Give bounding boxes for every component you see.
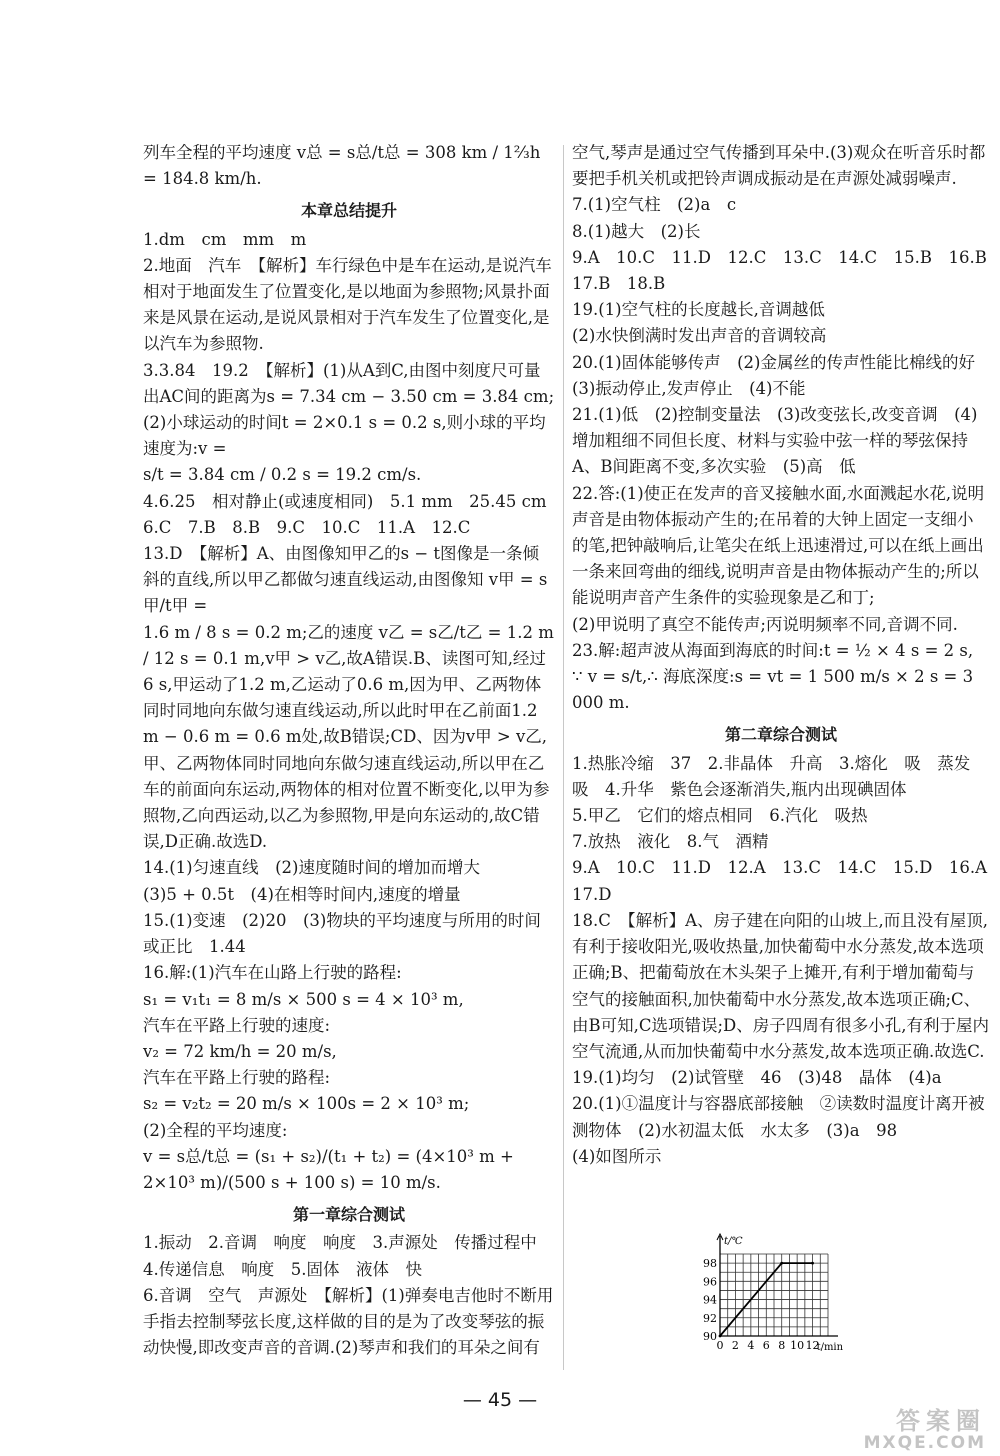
answer-paragraph: 15.(1)变速 (2)20 (3)物块的平均速度与所用的时间或正比 1.44: [143, 910, 541, 957]
right-column: [572, 140, 990, 1170]
answer-paragraph: 17.D: [572, 884, 612, 904]
answer-paragraph: s₁ = v₁t₁ = 8 m/s × 500 s = 4 × 10³ m,: [143, 989, 464, 1009]
page-number: — 45 —: [462, 1389, 538, 1411]
x-tick-label: 10: [790, 1339, 805, 1352]
answer-paragraph: 汽车在平路上行驶的速度:: [143, 1015, 331, 1035]
y-tick-label: 94: [703, 1293, 717, 1307]
answer-paragraph: 13.D 【解析】A、由图像知甲乙的s − t图像是一条倾斜的直线,所以甲乙都做匀速直线运动,由图像知 v甲 = s甲/t甲 =: [143, 544, 548, 616]
answer-paragraph: 2.地面 汽车 【解析】车行绿色中是车在运动,是说汽车相对于地面发生了位置变化,是以地面为参照物;风景扑面来是风景在运动,是说风景相对于汽车发生了位置变化,是以汽车为参照物.: [143, 255, 552, 354]
answer-paragraph: 1.热胀冷缩 37 2.非晶体 升高 3.熔化 吸 蒸发 吸 4.升华 紫色会逐渐消失,瓶内出现碘固体: [572, 753, 987, 799]
x-tick-label: 12: [805, 1339, 820, 1352]
answer-paragraph: 23.解:超声波从海面到海底的时间:t = ½ × 4 s = 2 s,: [572, 640, 974, 660]
x-tick-label: 4: [747, 1339, 755, 1352]
answer-paragraph: 1.6 m / 8 s = 0.2 m;乙的速度 v乙 = s乙/t乙 = 1.2 m / 12 s = 0.1 m,v甲 > v乙,故A错误.B、读图可知,经过6 s,甲运动了1.2 m,乙运动了0.6 m,因为甲、乙两物体同时同地向东做匀速直线运动,所以此时甲在乙前面1.2 m − 0.6 m = 0.6 m处,故B错误;CD、因为v甲 > v乙,甲、乙两物体同时同地向东做匀速直线运动,所以甲在乙车的前面向东运动,两物体的相对位置不断变化,以甲为参照物,乙向西运动,以乙为参照物,甲是向东运动的,故C错误,D正确.故选D.: [143, 622, 554, 852]
answer-paragraph: 7.放热 液化 8.气 酒精: [572, 832, 769, 852]
answer-paragraph: 19.(1)空气柱的长度越长,音调越低: [572, 300, 825, 320]
answer-paragraph: 22.答:(1)使正在发声的音叉接触水面,水面溅起水花,说明声音是由物体振动产生的;在吊着的大钟上固定一支细小的笔,把钟敲响后,让笔尖在纸上迅速滑过,可以在纸上画出一条来回弯曲的细线,说明声音是由物体振动产生的;所以能说明声音产生条件的实验现象是乙和丁;: [572, 483, 985, 608]
x-tick-label: 2: [731, 1339, 739, 1352]
data-point: [811, 1262, 814, 1265]
section-title: 第一章综合测试: [292, 1205, 405, 1225]
answer-paragraph: 20.(1)固体能够传声 (2)金属丝的传声性能比棉线的好 (3)振动停止,发声停止 (4)不能: [572, 352, 992, 398]
left-column: [143, 140, 555, 1361]
answer-paragraph: 16.解:(1)汽车在山路上行驶的路程:: [143, 963, 402, 983]
answer-paragraph: 3.3.84 19.2 【解析】(1)从A到C,由图中刻度尺可量出AC间的距离为s = 7.34 cm − 3.50 cm = 3.84 cm;(2)小球运动的时间t = 2×0.1 s = 0.2 s,则小球的平均速度为:v =: [143, 360, 555, 459]
data-point: [780, 1262, 783, 1265]
answer-paragraph: 19.(1)均匀 (2)试管壁 46 (3)48 晶体 (4)a: [572, 1068, 942, 1088]
answer-paragraph: 9.A 10.C 11.D 12.A 13.C 14.C 15.D 16.A: [572, 858, 988, 878]
answer-paragraph: (2)全程的平均速度:: [143, 1120, 288, 1140]
watermark-url: MXQE.COM: [863, 1433, 986, 1453]
answer-paragraph: 5.甲乙 它们的熔点相同 6.汽化 吸热: [572, 806, 868, 826]
answer-paragraph: (3)5 + 0.5t (4)在相等时间内,速度的增量: [143, 884, 461, 904]
data-point: [719, 1335, 722, 1338]
answer-paragraph: s/t = 3.84 cm / 0.2 s = 19.2 cm/s.: [143, 465, 422, 485]
answer-paragraph: 8.(1)越大 (2)长: [572, 221, 701, 241]
answer-paragraph: v = s总/t总 = (s₁ + s₂)/(t₁ + t₂) = (4×10³ m + 2×10³ m)/(500 s + 100 s) = 10 m/s.: [143, 1146, 514, 1192]
y-tick-label: 98: [703, 1257, 717, 1271]
answer-paragraph: 1.dm cm mm m: [143, 229, 307, 249]
answer-paragraph: 6.C 7.B 8.B 9.C 10.C 11.A 12.C: [143, 517, 471, 537]
answer-paragraph: 18.C 【解析】A、房子建在向阳的山坡上,而且没有屋顶,有利于接收阳光,吸收热量,加快葡萄中水分蒸发,故本选项正确;B、把葡萄放在木头架子上摊开,有利于增加葡萄与空气的接触面积,加快葡萄中水分蒸发,故本选项正确;C、由B可知,C选项错误;D、房子四周有很多小孔,有利于屋内空气流通,从而加快葡萄中水分蒸发,故本选项正确.故选C.: [572, 910, 990, 1061]
y-axis-label: t/℃: [724, 1236, 743, 1247]
answer-paragraph: 空气,琴声是通过空气传播到耳朵中.(3)观众在听音乐时都要把手机关机或把铃声调成振动是在声源处减弱噪声.: [572, 143, 986, 189]
answer-paragraph: 1.振动 2.音调 响度 响度 3.声源处 传播过程中: [143, 1233, 537, 1253]
column-divider: [563, 145, 564, 1370]
answer-paragraph: 20.(1)①温度计与容器底部接触 ②读数时温度计离开被测物体 (2)水初温太低 水太多 (3)a 98: [572, 1094, 985, 1140]
temperature-time-chart: [694, 1232, 844, 1360]
answer-paragraph: 7.(1)空气柱 (2)a c: [572, 195, 737, 215]
answer-paragraph: ∵ v = s/t,∴ 海底深度:s = vt = 1 500 m/s × 2 s = 3 000 m.: [572, 667, 974, 713]
x-tick-label: 8: [778, 1339, 786, 1352]
answer-paragraph: 汽车在平路上行驶的路程:: [143, 1068, 331, 1088]
answer-paragraph: 14.(1)匀速直线 (2)速度随时间的增加而增大: [143, 858, 480, 878]
y-tick-label: 96: [703, 1275, 717, 1289]
answer-paragraph: (4)如图所示: [572, 1146, 662, 1166]
answer-paragraph: 列车全程的平均速度 v总 = s总/t总 = 308 km / 1⅔h = 184.8 km/h.: [143, 143, 541, 189]
watermark-logo: [786, 1408, 986, 1452]
answer-paragraph: 4.6.25 相对静止(或速度相同) 5.1 mm 25.45 cm: [143, 491, 547, 511]
y-tick-label: 90: [703, 1330, 717, 1343]
x-tick-label: 0: [716, 1339, 724, 1352]
section-title: 本章总结提升: [300, 201, 397, 221]
answer-paragraph: (2)甲说明了真空不能传声;丙说明频率不同,音调不同.: [572, 614, 958, 634]
answer-paragraph: 21.(1)低 (2)控制变量法 (3)改变弦长,改变音调 (4)增加粗细不同但长度、材料与实验中弦一样的琴弦保持A、B间距离不变,多次实验 (5)高 低: [572, 405, 978, 477]
answer-paragraph: 6.音调 空气 声源处 【解析】(1)弹奏电吉他时不断用手指去控制琴弦长度,这样做的目的是为了改变琴弦的振动快慢,即改变声音的音调.(2)琴声和我们的耳朵之间有: [143, 1285, 554, 1358]
answer-paragraph: 4.传递信息 响度 5.固体 液体 快: [143, 1259, 422, 1279]
answer-paragraph: (2)水快倒满时发出声音的音调较高: [572, 326, 827, 346]
y-tick-label: 92: [703, 1311, 717, 1325]
watermark-text: 答案圈: [896, 1407, 986, 1435]
answer-paragraph: s₂ = v₂t₂ = 20 m/s × 100s = 2 × 10³ m;: [143, 1094, 470, 1114]
section-title: 第二章综合测试: [724, 725, 837, 745]
answer-paragraph: 9.A 10.C 11.D 12.C 13.C 14.C 15.B 16.B: [572, 247, 987, 267]
x-tick-label: 6: [762, 1339, 770, 1352]
answer-paragraph: v₂ = 72 km/h = 20 m/s,: [143, 1041, 337, 1061]
x-axis-label: t/min: [816, 1342, 844, 1353]
answer-paragraph: 17.B 18.B: [572, 274, 666, 294]
